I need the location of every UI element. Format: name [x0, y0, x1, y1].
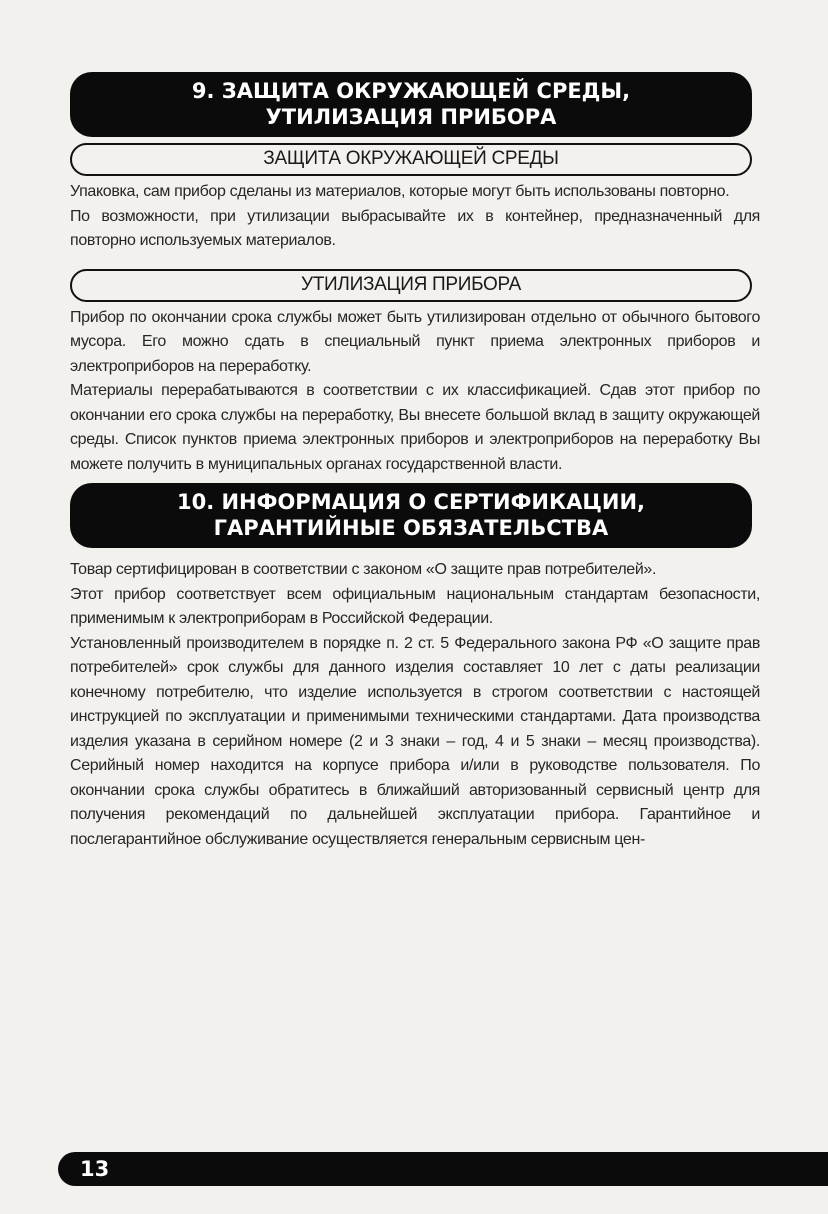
environment-paragraph-2: По возможности, при утилизации выбрасывайте их в контейнер, предназначенный для повторно используемых материалов. [70, 207, 760, 249]
footer-bar [58, 1152, 828, 1186]
certification-paragraph-2: Этот прибор соответствует всем официальным национальным стандартам безопасности, применимым к электроприборам в Российской Федерации. [70, 585, 760, 627]
section-10-heading [70, 483, 752, 548]
section-10-title-line2: ГАРАНТИЙНЫЕ ОБЯЗАТЕЛЬСТВА [213, 516, 609, 540]
environment-paragraph-1: Упаковка, сам прибор сделаны из материалов, которые могут быть использованы повторно. [70, 183, 730, 200]
environment-subheading: ЗАЩИТА ОКРУЖАЮЩЕЙ СРЕДЫ [70, 143, 752, 176]
certification-paragraph-1: Товар сертифицирован в соответствии с законом «О защите прав потребителей». [70, 561, 657, 578]
section-9-title-line1: 9. ЗАЩИТА ОКРУЖАЮЩЕЙ СРЕДЫ, [191, 79, 631, 103]
section-10-title-line1: 10. ИНФОРМАЦИЯ О СЕРТИФИКАЦИИ, [176, 490, 646, 514]
disposal-paragraph-1: Прибор по окончании срока службы может быть утилизирован отдельно от обычного бытового мусора. Его можно сдать в специальный пункт приема электронных приборов и электроприборов на переработку. [70, 308, 760, 375]
section-9-title-line2: УТИЛИЗАЦИЯ ПРИБОРА [265, 105, 557, 129]
warranty-paragraph: Установленный производителем в порядке п. 2 ст. 5 Федерального закона РФ «О защите прав потребителей» срок службы для данного изделия составляет 10 лет с даты реализации конечному потребителю, что изделие используется в строгом соответствии с настоящей инструкцией по эксплуатации и применимыми техническими стандартами. Дата производства изделия указана в серийном номере (2 и 3 знаки – год, 4 и 5 знаки – месяц производства). Серийный номер находится на корпусе прибора и/или в руководстве пользователя. По окончании срока службы обратитесь в ближайший авторизованный сервисный центр для получения рекомендаций по дальнейшей эксплуатации прибора. Гарантийное и послегарантийное обслуживание осуществляется генеральным сервисным цен- [70, 634, 760, 848]
disposal-paragraph-2: Материалы перерабатываются в соответствии с их классификацией. Сдав этот прибор по окончании его срока службы на переработку, Вы внесете большой вклад в защиту окружающей среды. Список пунктов приема электронных приборов и электроприборов на переработку Вы можете получить в муниципальных органах государственной власти. [70, 382, 760, 473]
manual-page [70, 72, 760, 852]
disposal-subheading: УТИЛИЗАЦИЯ ПРИБОРА [70, 269, 752, 302]
page-number: 13 [80, 1157, 110, 1181]
section-9-heading [70, 72, 752, 137]
